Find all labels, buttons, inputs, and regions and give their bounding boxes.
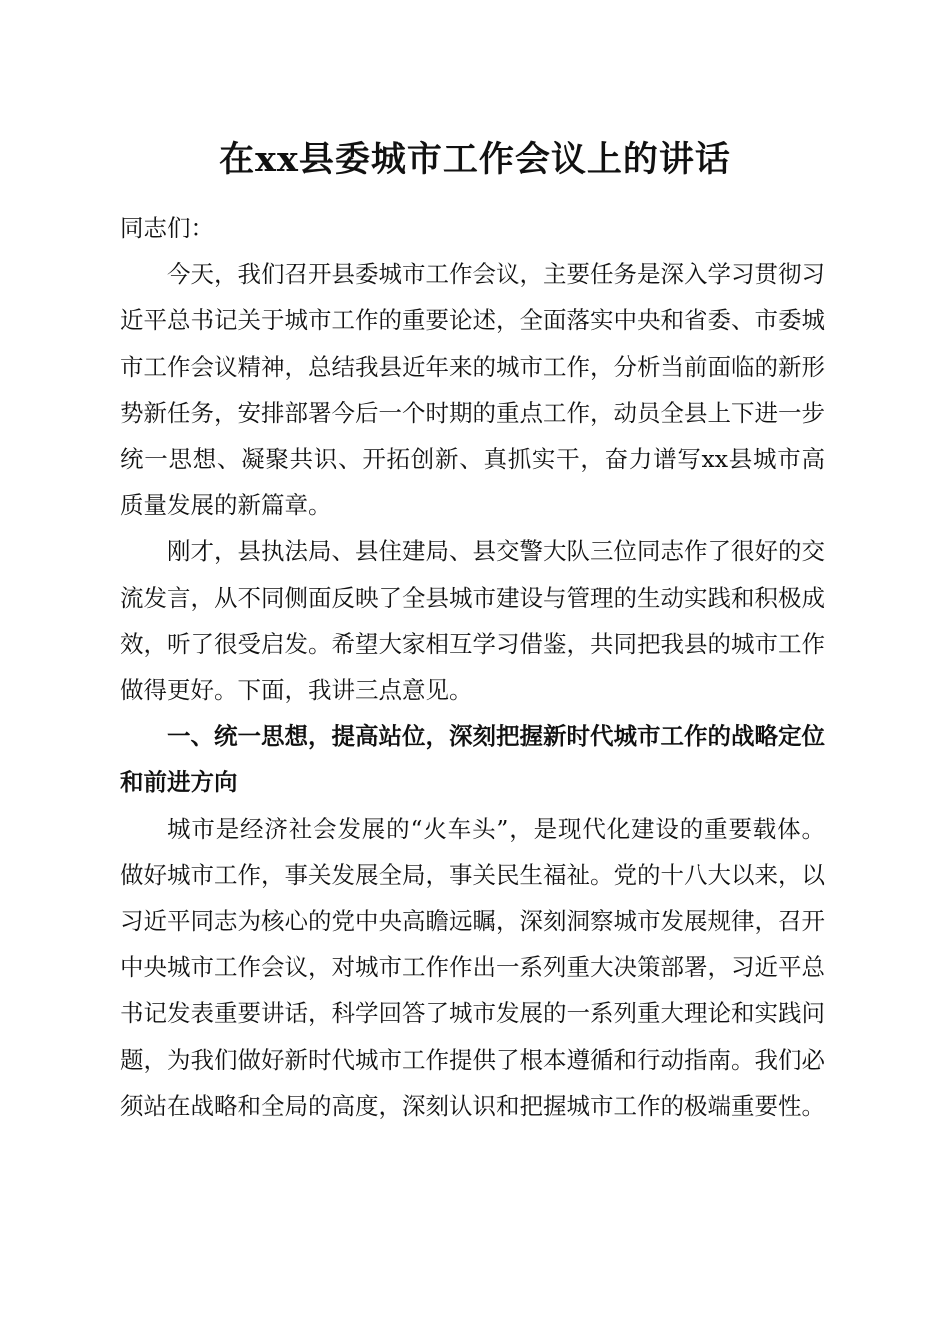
section-heading-1: 一、统一思想，提高站位，深刻把握新时代城市工作的战略定位和前进方向: [120, 722, 825, 797]
paragraph-feedback: 刚才，县执法局、县住建局、县交警大队三位同志作了很好的交流发言，从不同侧面反映了全县城市建设与管理的生动实践和积极成效，听了很受启发。希望大家相互学习借鉴，共同把我县的城市工作做得更好。下面，我讲三点意见。: [120, 537, 825, 705]
paragraph-opening: 今天，我们召开县委城市工作会议，主要任务是深入学习贯彻习近平总书记关于城市工作的重要论述，全面落实中央和省委、市委城市工作会议精神，总结我县近年来的城市工作，分析当前面临的新形势新任务，安排部署今后一个时期的重点工作，动员全县上下进一步统一思想、凝聚共识、开拓创新、真抓实干，奋力谱写xx县城市高质量发展的新篇章。: [120, 260, 825, 520]
document-title: 在xx县委城市工作会议上的讲话: [219, 139, 731, 180]
section-paragraph-1: 城市是经济社会发展的“火车头”，是现代化建设的重要载体。做好城市工作，事关发展全局，事关民生福祉。党的十八大以来，以习近平同志为核心的党中央高瞻远瞩，深刻洞察城市发展规律，召开中央城市工作会议，对城市工作作出一系列重大决策部署，习近平总书记发表重要讲话，科学回答了城市发展的一系列重大理论和实践问题，为我们做好新时代城市工作提供了根本遵循和行动指南。我们必须站在战略和全局的高度，深刻认识和把握城市工作的极端重要性。: [120, 814, 825, 1120]
document-body: [120, 205, 825, 1129]
salutation: 同志们：: [120, 214, 214, 242]
